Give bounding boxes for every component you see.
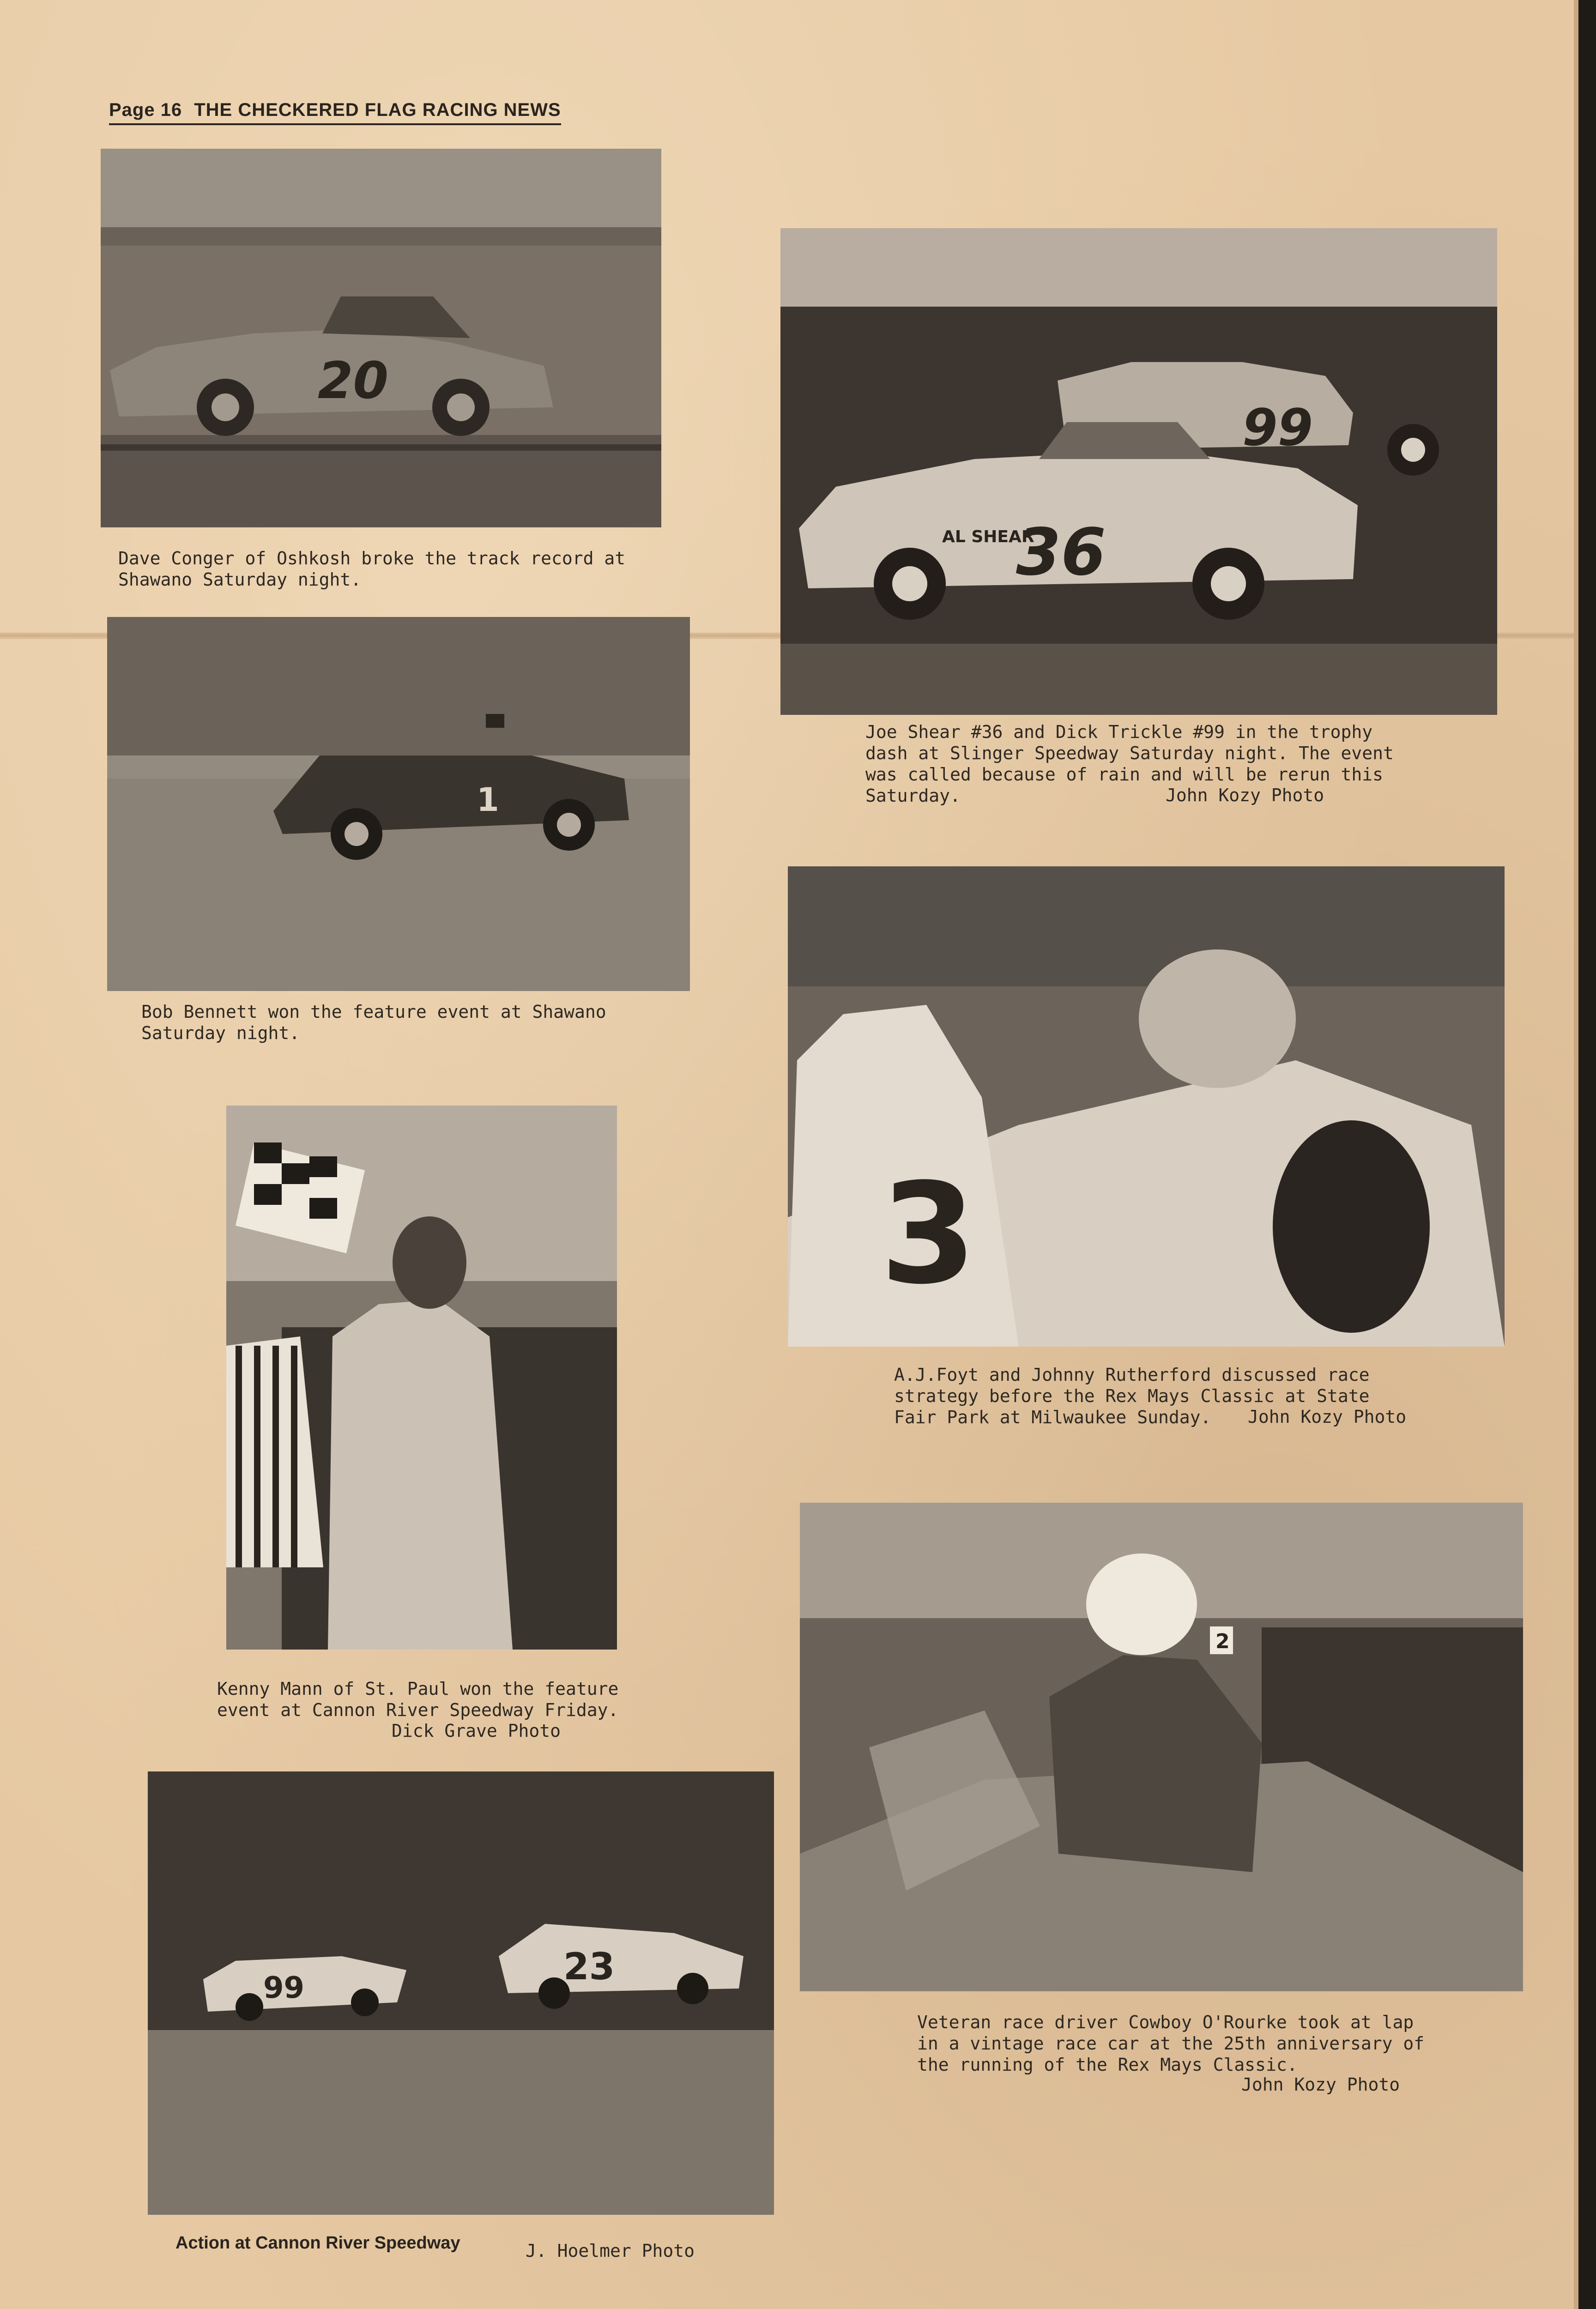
- car-number-99b: 99: [263, 1971, 305, 2005]
- photo-foyt-rutherford: [788, 866, 1505, 1347]
- photo-conger-car: [101, 149, 661, 527]
- car-lettering: AL SHEAR: [942, 527, 1034, 546]
- caption-bennett: Bob Bennett won the feature event at Shawano Saturday night.: [141, 1002, 606, 1043]
- car-number-99: 99: [1242, 398, 1313, 457]
- caption-orourke: Veteran race driver Cowboy O'Rourke took at lap in a vintage race car at the 25th anniversary of the running of the Rex Mays Classic.: [917, 2012, 1425, 2075]
- page-header: [109, 100, 561, 125]
- page-number: Page 16: [109, 100, 182, 120]
- caption-cannon: Action at Cannon River Speedway: [175, 2233, 460, 2253]
- car-number-3: 3: [880, 1154, 977, 1315]
- page-edge: [1574, 0, 1578, 2309]
- caption-mann: Kenny Mann of St. Paul won the feature event at Cannon River Speedway Friday.: [217, 1679, 619, 1720]
- credit-mann: Dick Grave Photo: [392, 1721, 561, 1741]
- photo-shear-trickle: [780, 228, 1497, 715]
- photo-bennett-car: [107, 617, 690, 991]
- car-number-20: 20: [318, 351, 389, 410]
- car-number-36: 36: [1016, 515, 1106, 590]
- binding-spine: [1578, 0, 1596, 2309]
- credit-orourke: John Kozy Photo: [1241, 2074, 1400, 2095]
- photo-cannon-river: [148, 1771, 774, 2215]
- caption-conger: Dave Conger of Oshkosh broke the track record at Shawano Saturday night.: [118, 548, 626, 590]
- car-number-1: 1: [477, 781, 499, 819]
- caption-shear-trickle: Joe Shear #36 and Dick Trickle #99 in the trophy dash at Slinger Speedway Saturday night. The event was called because of rain and will be rerun this Saturday.: [865, 722, 1394, 806]
- car-number-23: 23: [563, 1945, 615, 1988]
- photo-kenny-mann: [226, 1106, 617, 1650]
- credit-shear-trickle: John Kozy Photo: [1166, 785, 1324, 805]
- credit-cannon: J. Hoelmer Photo: [526, 2241, 695, 2261]
- car-number-2: 2: [1215, 1630, 1230, 1653]
- photo-orourke: [800, 1503, 1523, 1991]
- publication-title: THE CHECKERED FLAG RACING NEWS: [194, 100, 561, 120]
- credit-foyt: John Kozy Photo: [1248, 1407, 1407, 1427]
- caption-foyt: A.J.Foyt and Johnny Rutherford discussed race strategy before the Rex Mays Classic at State Fair Park at Milwaukee Sunday.: [894, 1365, 1370, 1427]
